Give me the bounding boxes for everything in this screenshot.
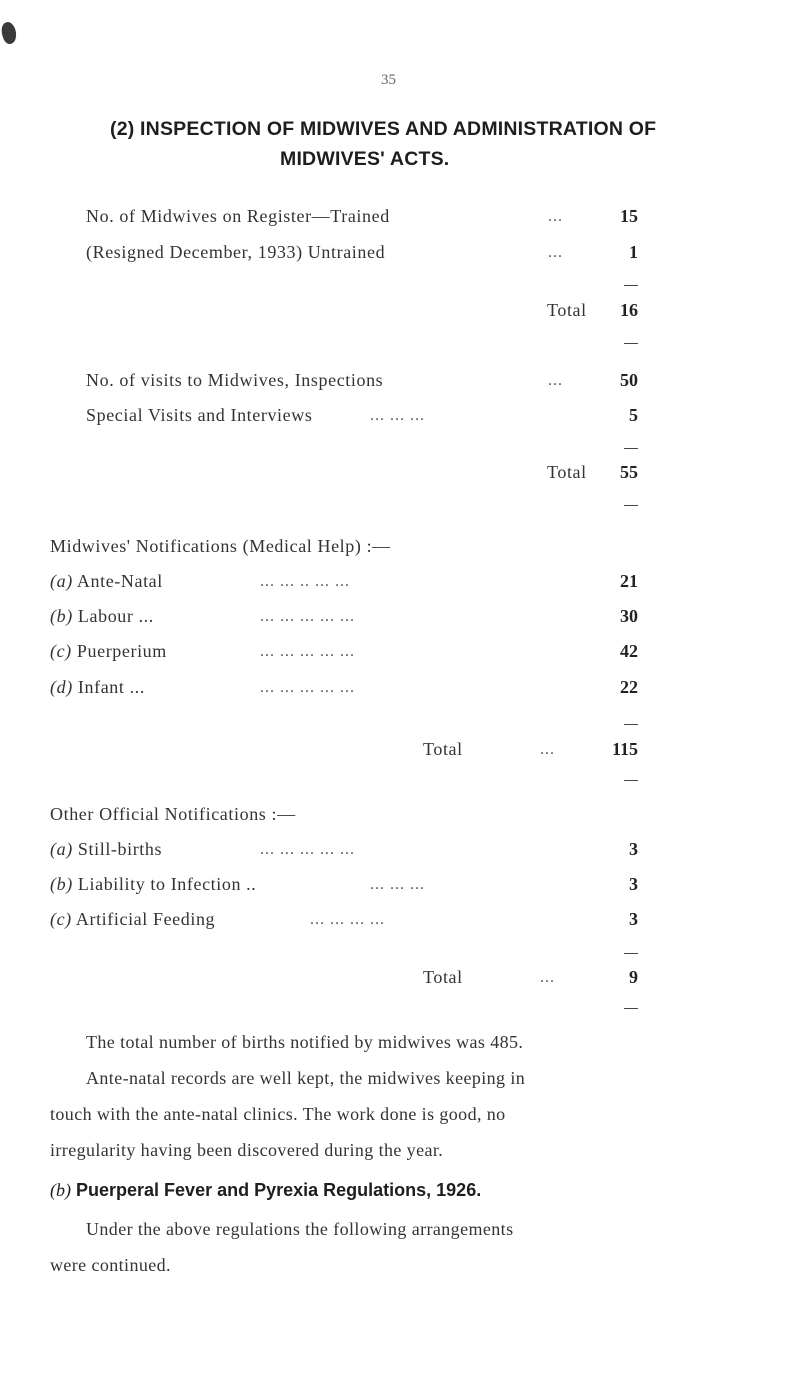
- register-untrained-dots: ...: [548, 244, 563, 261]
- register-untrained-value: 1: [629, 242, 638, 262]
- medical-help-item: (d) Infant ...: [50, 677, 145, 697]
- rule-dash: [624, 285, 638, 286]
- official-item: (a) Still-births: [50, 839, 163, 859]
- official-item: (b) Liability to Infection ..: [50, 874, 257, 894]
- medical-help-item: (b) Labour ...: [50, 606, 154, 626]
- rule-dash: [624, 780, 638, 781]
- rule-dash: [624, 724, 638, 725]
- official-total-label: Total: [423, 967, 463, 987]
- ink-blot-mark: [0, 21, 19, 46]
- rule-dash: [624, 1008, 638, 1009]
- official-total-dots: ...: [540, 969, 555, 986]
- register-untrained-label: (Resigned December, 1933) Untrained: [86, 242, 386, 262]
- leader-dots: ... ... ... ... ...: [260, 608, 355, 625]
- medical-help-total-value: 115: [611, 739, 638, 759]
- register-trained-value: 15: [620, 206, 638, 226]
- official-item: (c) Artificial Feeding: [50, 909, 216, 929]
- medical-help-value: 22: [620, 677, 638, 697]
- subsection-heading: (b) Puerperal Fever and Pyrexia Regulations, 1926.: [50, 1180, 482, 1200]
- medical-help-value: 30: [620, 606, 638, 626]
- section-heading-line2: MIDWIVES' ACTS.: [280, 148, 450, 170]
- leader-dots: ... ... ... ...: [310, 911, 385, 928]
- leader-dots: ... ... ...: [370, 876, 425, 893]
- leader-dots: ... ... ... ... ...: [260, 643, 355, 660]
- paragraph-line: Ante-natal records are well kept, the midwives keeping in: [86, 1068, 526, 1088]
- rule-dash: [624, 953, 638, 954]
- section-heading-line1: (2) INSPECTION OF MIDWIVES AND ADMINISTRATION OF: [110, 118, 657, 140]
- medical-help-item: (c) Puerperium: [50, 641, 167, 661]
- official-value: 3: [629, 839, 638, 859]
- medical-help-total-label: Total: [423, 739, 463, 759]
- visits-special-value: 5: [629, 405, 638, 425]
- visits-inspections-dots: ...: [548, 372, 563, 389]
- visits-special-dots: ... ... ...: [370, 407, 425, 424]
- visits-total-label: Total: [547, 462, 587, 482]
- visits-total-value: 55: [620, 462, 638, 482]
- leader-dots: ... ... ... ... ...: [260, 841, 355, 858]
- leader-dots: ... ... ... ... ...: [260, 679, 355, 696]
- medical-help-title: Midwives' Notifications (Medical Help) :—: [50, 536, 391, 556]
- official-value: 3: [629, 874, 638, 894]
- medical-help-value: 42: [620, 641, 638, 661]
- visits-special-label: Special Visits and Interviews: [86, 405, 313, 425]
- leader-dots: ... ... .. ... ...: [260, 573, 350, 590]
- rule-dash: [624, 448, 638, 449]
- register-total-label: Total: [547, 300, 587, 320]
- register-total-value: 16: [620, 300, 638, 320]
- page-number: 35: [381, 72, 396, 88]
- official-value: 3: [629, 909, 638, 929]
- register-trained-dots: ...: [548, 208, 563, 225]
- visits-inspections-label: No. of visits to Midwives, Inspections: [86, 370, 384, 390]
- rule-dash: [624, 343, 638, 344]
- paragraph-line: irregularity having been discovered during the year.: [50, 1140, 444, 1160]
- rule-dash: [624, 505, 638, 506]
- visits-inspections-value: 50: [620, 370, 638, 390]
- paragraph-line: The total number of births notified by midwives was 485.: [86, 1032, 524, 1052]
- medical-help-total-dots: ...: [540, 741, 555, 758]
- subsection-text-line: Under the above regulations the following arrangements: [86, 1219, 514, 1239]
- register-trained-label: No. of Midwives on Register—Trained: [86, 206, 390, 226]
- subsection-text-line: were continued.: [50, 1255, 171, 1275]
- paragraph-line: touch with the ante-natal clinics. The work done is good, no: [50, 1104, 506, 1124]
- medical-help-item: (a) Ante-Natal: [50, 571, 163, 591]
- official-total-value: 9: [629, 967, 638, 987]
- medical-help-value: 21: [620, 571, 638, 591]
- official-title: Other Official Notifications :—: [50, 804, 296, 824]
